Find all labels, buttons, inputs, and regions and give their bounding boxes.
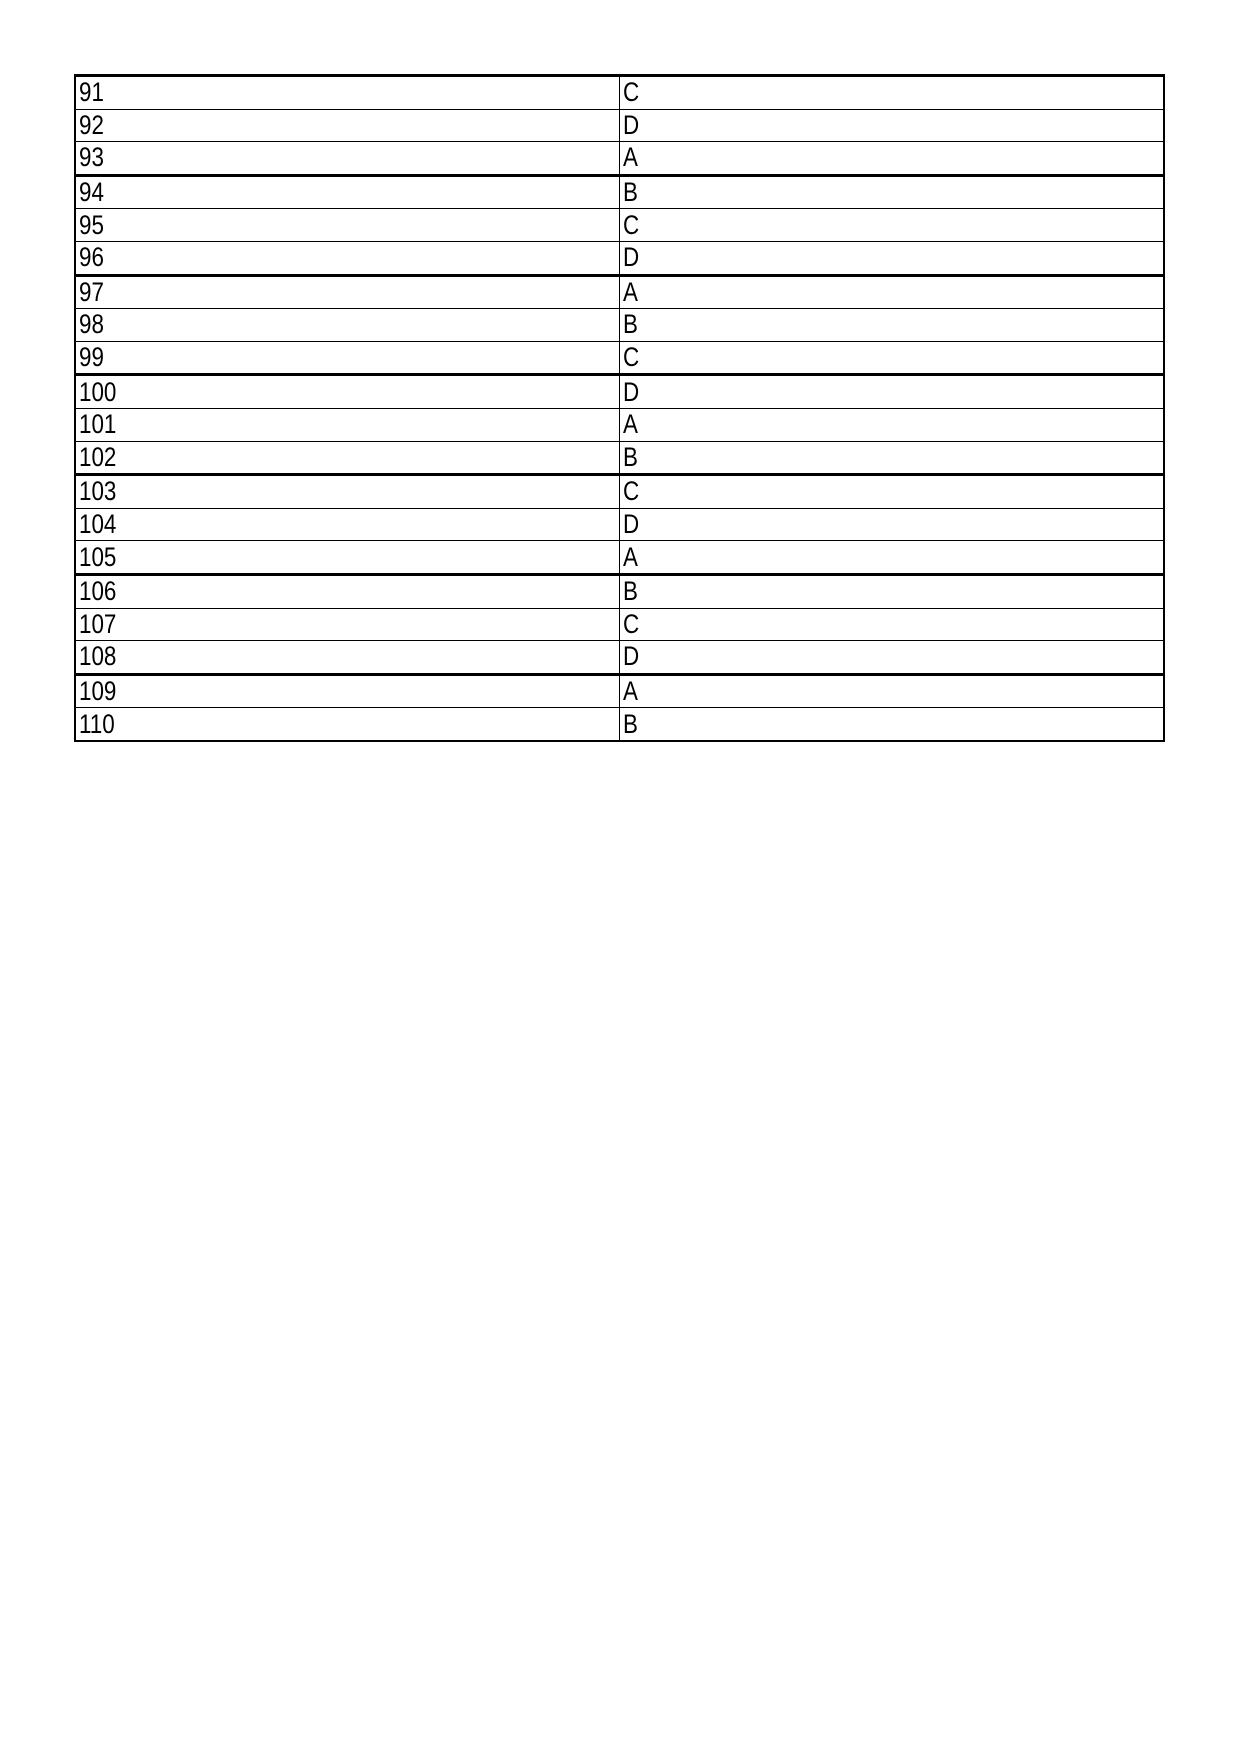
- question-number-cell: [75, 641, 620, 675]
- question-number-text: 99: [79, 342, 104, 373]
- answer-cell: [620, 309, 1165, 342]
- question-number-cell: [75, 175, 620, 209]
- question-number-cell: [75, 142, 620, 176]
- table-row: [75, 508, 1164, 541]
- question-number-cell: [75, 341, 620, 375]
- question-number-cell: [75, 574, 620, 608]
- answer-cell: [620, 475, 1165, 509]
- answer-cell: [620, 508, 1165, 541]
- question-number-cell: [75, 309, 620, 342]
- answer-cell: [620, 341, 1165, 375]
- question-number-cell: [75, 109, 620, 142]
- answer-cell: [620, 708, 1165, 741]
- answer-table-body: [75, 76, 1164, 741]
- question-number-cell: [75, 708, 620, 741]
- table-row: [75, 375, 1164, 409]
- answer-text: B: [623, 309, 638, 340]
- question-number-text: 100: [79, 376, 117, 407]
- question-number-text: 101: [79, 409, 117, 440]
- question-number-cell: [75, 508, 620, 541]
- table-row: [75, 142, 1164, 176]
- answer-text: B: [623, 708, 638, 739]
- answer-cell: [620, 375, 1165, 409]
- question-number-text: 106: [79, 576, 117, 607]
- answer-text: A: [623, 409, 638, 440]
- question-number-cell: [75, 475, 620, 509]
- question-number-cell: [75, 76, 620, 110]
- answer-text: D: [623, 641, 640, 672]
- answer-cell: [620, 441, 1165, 475]
- answer-text: A: [623, 276, 638, 307]
- question-number-text: 108: [79, 641, 117, 672]
- answer-cell: [620, 209, 1165, 242]
- question-number-cell: [75, 441, 620, 475]
- question-number-cell: [75, 674, 620, 708]
- table-row: [75, 209, 1164, 242]
- answer-text: A: [623, 675, 638, 706]
- answer-text: D: [623, 509, 640, 540]
- table-row: [75, 674, 1164, 708]
- question-number-text: 102: [79, 441, 117, 472]
- answer-text: B: [623, 576, 638, 607]
- answer-cell: [620, 175, 1165, 209]
- question-number-text: 92: [79, 109, 104, 140]
- table-row: [75, 241, 1164, 275]
- question-number-cell: [75, 408, 620, 441]
- question-number-text: 91: [79, 77, 104, 108]
- question-number-text: 103: [79, 476, 117, 507]
- table-row: [75, 275, 1164, 309]
- answer-text: D: [623, 376, 640, 407]
- table-row: [75, 641, 1164, 675]
- question-number-text: 94: [79, 177, 104, 208]
- table-row: [75, 441, 1164, 475]
- answer-text: C: [623, 608, 640, 639]
- answer-cell: [620, 641, 1165, 675]
- answer-cell: [620, 574, 1165, 608]
- question-number-text: 104: [79, 509, 117, 540]
- table-row: [75, 708, 1164, 741]
- table-row: [75, 475, 1164, 509]
- answer-text: C: [623, 476, 640, 507]
- table-row: [75, 408, 1164, 441]
- answer-text: C: [623, 209, 640, 240]
- table-row: [75, 341, 1164, 375]
- table-row: [75, 175, 1164, 209]
- answer-text: D: [623, 242, 640, 273]
- question-number-text: 93: [79, 142, 104, 173]
- question-number-text: 105: [79, 541, 117, 572]
- table-row: [75, 541, 1164, 575]
- answer-cell: [620, 408, 1165, 441]
- answer-cell: [620, 109, 1165, 142]
- question-number-text: 110: [79, 708, 115, 739]
- answer-cell: [620, 541, 1165, 575]
- question-number-cell: [75, 241, 620, 275]
- answer-text: B: [623, 177, 638, 208]
- answer-text: A: [623, 142, 638, 173]
- table-row: [75, 574, 1164, 608]
- question-number-cell: [75, 375, 620, 409]
- table-row: [75, 109, 1164, 142]
- answer-text: B: [623, 441, 638, 472]
- answer-text: A: [623, 541, 638, 572]
- question-number-cell: [75, 209, 620, 242]
- answer-text: C: [623, 342, 640, 373]
- question-number-cell: [75, 275, 620, 309]
- question-number-text: 96: [79, 242, 104, 273]
- answer-text: C: [623, 77, 640, 108]
- answer-key-table: [74, 74, 1165, 742]
- question-number-cell: [75, 541, 620, 575]
- answer-cell: [620, 241, 1165, 275]
- question-number-text: 109: [79, 675, 117, 706]
- question-number-text: 95: [79, 209, 104, 240]
- table-row: [75, 76, 1164, 110]
- question-number-cell: [75, 608, 620, 641]
- answer-cell: [620, 76, 1165, 110]
- question-number-text: 98: [79, 309, 104, 340]
- answer-cell: [620, 142, 1165, 176]
- question-number-text: 97: [79, 276, 104, 307]
- table-row: [75, 608, 1164, 641]
- table-row: [75, 309, 1164, 342]
- answer-cell: [620, 674, 1165, 708]
- answer-cell: [620, 608, 1165, 641]
- answer-text: D: [623, 109, 640, 140]
- question-number-text: 107: [79, 608, 117, 639]
- answer-cell: [620, 275, 1165, 309]
